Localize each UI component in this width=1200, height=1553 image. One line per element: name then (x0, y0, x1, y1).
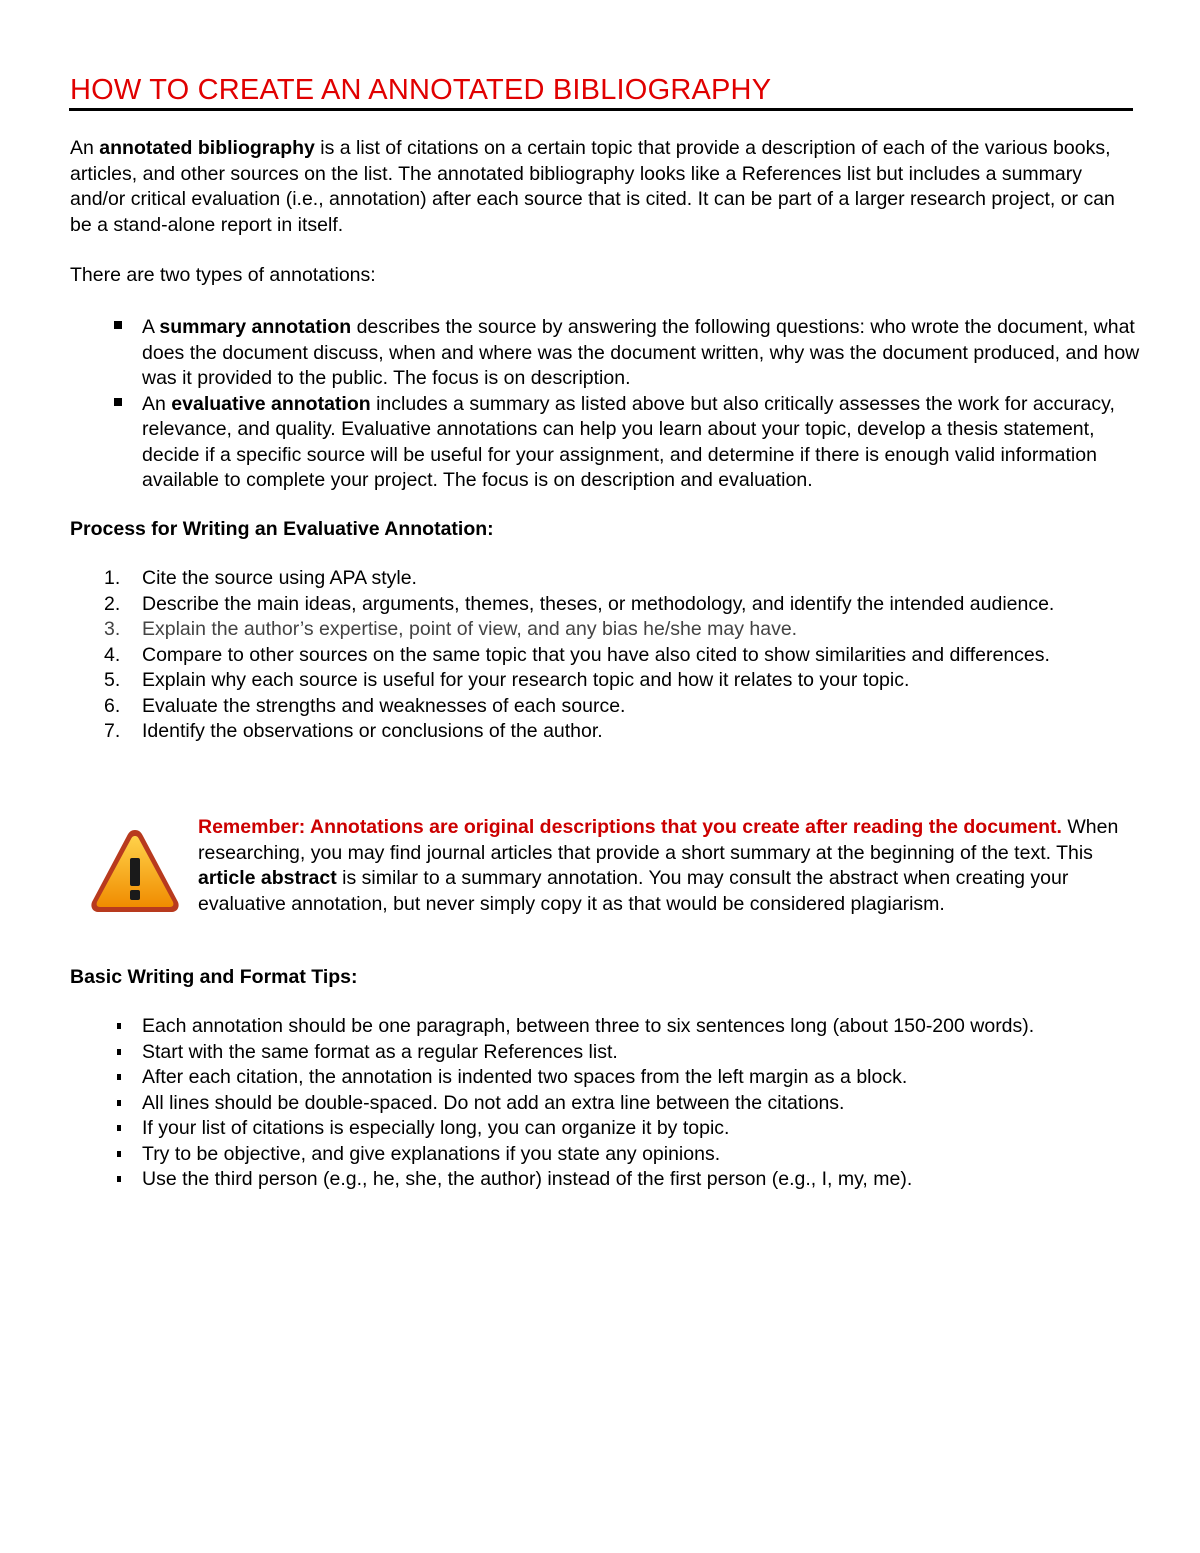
step-text: Evaluate the strengths and weaknesses of each source. (142, 694, 626, 717)
type-text: describes the source by answering the following questions: who wrote the document, what does the document discuss, when and where was the document written, why was the document produced, and how was it provided to the public. The focus is on description. (142, 316, 1140, 389)
intro-text-2: . It can be part of a larger research project, or can be a stand-alone report in itself. (70, 188, 1115, 236)
type-term: evaluative annotation (171, 392, 371, 415)
process-heading: Process for Writing an Evaluative Annotation: (70, 518, 494, 540)
list-item (100, 719, 1140, 745)
list-item (100, 1091, 1140, 1117)
step-number: 7. (104, 720, 121, 742)
step-text: Compare to other sources on the same topic that you have also cited to show similarities and differences. (142, 643, 1050, 666)
list-item (100, 694, 1140, 720)
square-bullet-icon (114, 321, 122, 329)
tips-heading: Basic Writing and Format Tips: (70, 966, 358, 988)
list-item (100, 617, 1140, 643)
list-item (100, 592, 1140, 618)
list-item (100, 1142, 1140, 1168)
remember-term: article abstract (198, 867, 337, 889)
small-bullet-icon (117, 1176, 121, 1182)
step-text: Identify the observations or conclusions of the author. (142, 720, 603, 742)
tip-text: After each citation, the annotation is indented two spaces from the left margin as a block. (142, 1066, 908, 1088)
remember-callout (198, 815, 1138, 917)
tips-list (100, 1014, 1140, 1193)
remember-text-1: When researching, you may find journal articles that provide a short summary at the beginning of the text. This (198, 816, 1119, 864)
page-title: HOW TO CREATE AN ANNOTATED BIBLIOGRAPHY (70, 74, 772, 106)
intro-text-1: is a list of citations on a certain topic that provide a description of each of the various books, articles, and other sources on the list. The annotated bibliography looks like a References list but includes a summary and/or critical evaluation (i.e., annotation) after each source that is cited (70, 137, 1111, 210)
list-item (100, 392, 1140, 494)
remember-colon: : (298, 816, 310, 838)
list-item (100, 315, 1140, 392)
small-bullet-icon (117, 1151, 121, 1157)
square-bullet-icon (114, 398, 122, 406)
remember-label: Remember (198, 816, 299, 838)
step-number: 6. (104, 694, 121, 717)
types-intro: There are two types of annotations: (70, 264, 376, 286)
tip-text: All lines should be double-spaced. Do not add an extra line between the citations. (142, 1091, 845, 1114)
list-item (100, 1065, 1140, 1091)
list-item (100, 1014, 1140, 1040)
step-text: Explain the author’s expertise, point of view, and any bias he/she may have. (142, 618, 798, 640)
small-bullet-icon (117, 1100, 121, 1106)
tip-text: Try to be objective, and give explanations if you state any opinions. (142, 1142, 721, 1165)
tip-text: Use the third person (e.g., he, she, the author) instead of the first person (e.g., I, my, me). (142, 1168, 913, 1190)
list-item (100, 566, 1140, 592)
tip-text: Each annotation should be one paragraph, between three to six sentences long (about 150-200 words). (142, 1015, 1035, 1037)
list-item (100, 1040, 1140, 1066)
small-bullet-icon (117, 1125, 121, 1131)
step-text: Explain why each source is useful for your research topic and how it relates to your topic. (142, 669, 910, 691)
list-item (100, 643, 1140, 669)
intro-lead: An (70, 137, 100, 159)
annotation-types-list (100, 315, 1140, 494)
small-bullet-icon (117, 1074, 121, 1080)
small-bullet-icon (117, 1023, 121, 1029)
type-lead: A (142, 316, 160, 338)
title-underline (69, 108, 1133, 111)
list-item (100, 668, 1140, 694)
intro-term: annotated bibliography (99, 137, 315, 159)
step-number: 5. (104, 669, 121, 691)
step-text: Describe the main ideas, arguments, themes, theses, or methodology, and identify the intended audience. (142, 592, 1055, 615)
list-item (100, 1116, 1140, 1142)
remember-text-2: is similar to a summary annotation. You may consult the abstract when creating your evaluative annotation, but never simply copy it as that would be considered plagiarism. (198, 867, 1069, 915)
tip-text: Start with the same format as a regular References list. (142, 1040, 618, 1063)
step-number: 3. (104, 618, 121, 640)
warning-icon (88, 826, 182, 916)
step-text: Cite the source using APA style. (142, 567, 417, 589)
step-number: 4. (104, 643, 121, 666)
tip-text: If your list of citations is especially long, you can organize it by topic. (142, 1117, 730, 1139)
list-item (100, 1167, 1140, 1193)
type-lead: An (142, 392, 172, 415)
type-term: summary annotation (159, 316, 352, 338)
step-number: 1. (104, 567, 121, 589)
type-text: includes a summary as listed above but also critically assesses the work for accuracy, relevance, and quality. Evaluative annotations can help you learn about your topic, develop a thesis statement, decide if a specific source will be useful for your assignment, and determine if there is enough valid information available to complete your project. The focus is on description and evaluation. (142, 392, 1115, 491)
step-number: 2. (104, 592, 121, 615)
process-steps-list (100, 566, 1140, 745)
remember-emphasis: Annotations are original descriptions that you create after reading the document. (310, 816, 1062, 838)
small-bullet-icon (117, 1049, 121, 1055)
intro-paragraph (70, 136, 1136, 238)
